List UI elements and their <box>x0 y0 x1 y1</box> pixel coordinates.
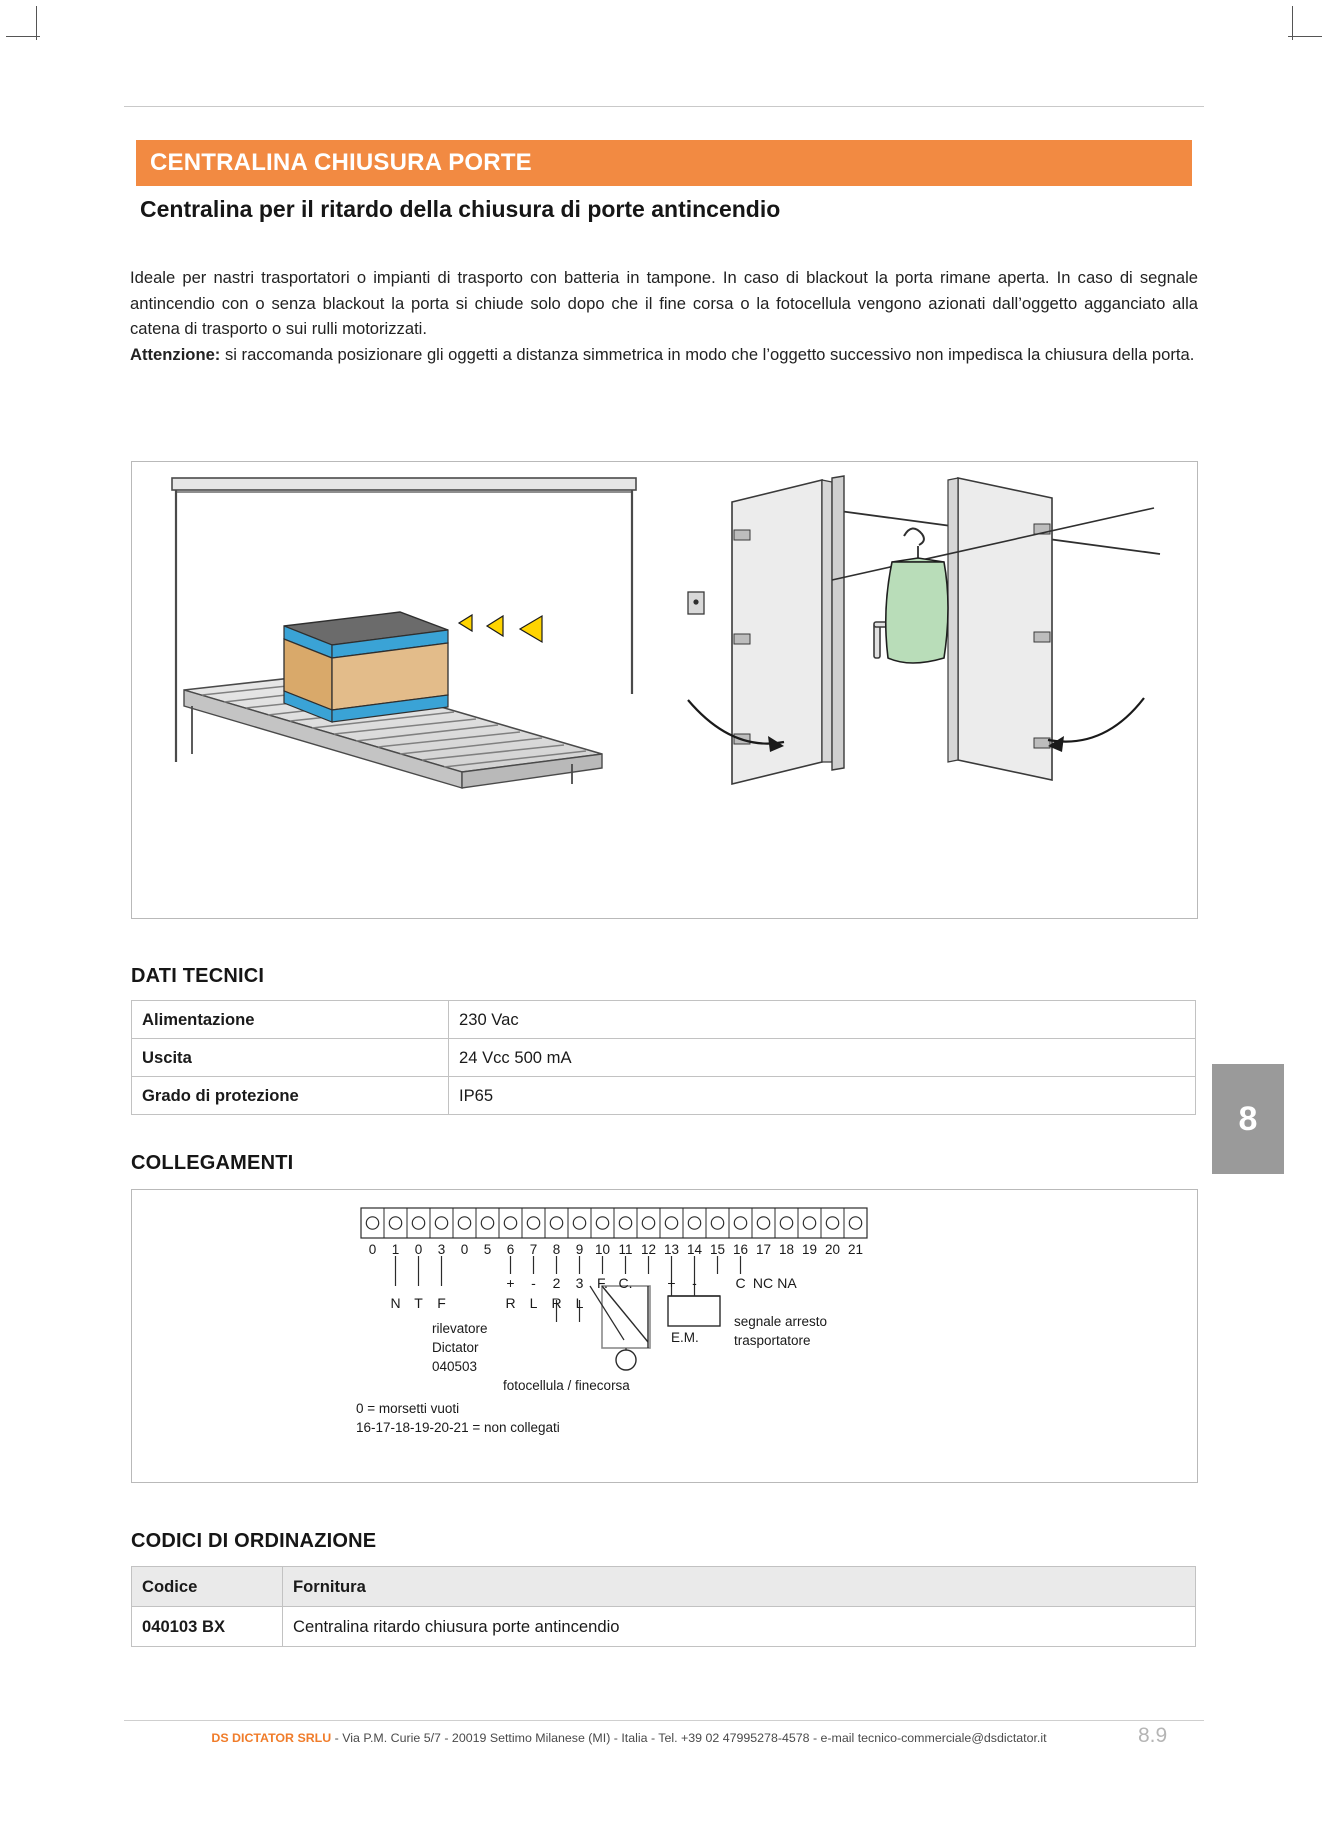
signal-label: C. <box>618 1275 633 1291</box>
terminal-number: 0 <box>414 1242 423 1257</box>
terminal-number: 20 <box>824 1242 841 1257</box>
signal-sublabel: L <box>529 1295 538 1311</box>
terminal-number: 6 <box>506 1242 515 1257</box>
top-rule <box>124 106 1204 107</box>
crop-mark-top-right <box>1292 6 1293 40</box>
signal-label: F. <box>597 1275 608 1291</box>
illustration-svg <box>132 462 1197 918</box>
table-row <box>132 1039 1196 1077</box>
page-subtitle: Centralina per il ritardo della chiusura di porte antincendio <box>140 196 781 222</box>
section-banner <box>136 140 1192 186</box>
company-address: - Via P.M. Curie 5/7 - 20019 Settimo Milanese (MI) - Italia - Tel. +39 02 47995278-4578 - e-mail tecnico-commerciale@dsdictator.it <box>331 1731 1047 1745</box>
detector-label-line3: 040503 <box>432 1359 478 1374</box>
terminal-number: 0 <box>460 1242 469 1257</box>
crop-mark-top-left <box>36 6 37 40</box>
spec-value: IP65 <box>449 1077 1196 1115</box>
em-label: E.M. <box>671 1330 699 1345</box>
terminal-number: 17 <box>755 1242 772 1257</box>
terminal-number: 0 <box>368 1242 377 1257</box>
terminal-number: 7 <box>529 1242 538 1257</box>
wiring-note-2: 16-17-18-19-20-21 = non collegati <box>356 1420 560 1435</box>
signal-label: + <box>506 1275 515 1291</box>
order-supply: Centralina ritardo chiusura porte antincendio <box>283 1607 1196 1647</box>
mains-label: T <box>414 1295 423 1311</box>
crop-mark-top-left-h <box>6 36 40 37</box>
terminal-number: 19 <box>801 1242 818 1257</box>
terminal-number: 21 <box>847 1242 864 1257</box>
company-name: DS DICTATOR SRLU <box>211 1731 332 1745</box>
relay-label-line2: trasportatore <box>734 1333 811 1348</box>
footer-rule <box>124 1720 1204 1721</box>
page-number: 8.9 <box>1138 1724 1168 1747</box>
direction-arrows <box>459 615 542 642</box>
page-title: CENTRALINA CHIUSURA PORTE <box>150 149 532 176</box>
crop-mark-top-right-h <box>1288 36 1322 37</box>
heading-collegamenti: COLLEGAMENTI <box>131 1152 294 1174</box>
signal-sublabel: R <box>505 1295 516 1311</box>
chapter-tab: 8 <box>1212 1064 1284 1174</box>
relay-label-line1: segnale arresto <box>734 1314 828 1329</box>
intro-paragraph-1: Ideale per nastri trasportatori o impianti di trasporto con batteria in tampone. In caso di blackout la porta rimane aperta. In caso di segnale antincendio con o senza blackout la porta si chiude solo dopo che il fine corsa o la fotocellula vengono azionati dall’oggetto agganciato alla catena di trasporto o sui rulli motorizzati. <box>130 268 1198 338</box>
photocell-label: fotocellula / finecorsa <box>503 1378 630 1393</box>
spec-key: Uscita <box>132 1039 449 1077</box>
terminal-number: 14 <box>686 1242 703 1257</box>
wiring-diagram <box>131 1189 1198 1483</box>
signal-label: - <box>531 1275 536 1291</box>
terminal-number: 13 <box>663 1242 680 1257</box>
signal-label: 2 <box>552 1275 561 1291</box>
terminal-number: 1 <box>391 1242 400 1257</box>
terminal-number: 3 <box>437 1242 446 1257</box>
order-code: 040103 BX <box>132 1607 283 1647</box>
column-header-fornitura: Fornitura <box>283 1567 1196 1607</box>
footer-text <box>124 1731 1134 1745</box>
spec-value: 230 Vac <box>449 1001 1196 1039</box>
order-table <box>131 1566 1196 1647</box>
spec-value: 24 Vcc 500 mA <box>449 1039 1196 1077</box>
spec-key: Grado di protezione <box>132 1077 449 1115</box>
detector-label-line1: rilevatore <box>432 1321 488 1336</box>
table-header-row <box>132 1567 1196 1607</box>
signal-label: + <box>667 1275 676 1291</box>
terminal-number: 10 <box>594 1242 611 1257</box>
heading-dati-tecnici: DATI TECNICI <box>131 965 265 987</box>
heading-codici: CODICI DI ORDINAZIONE <box>131 1530 377 1552</box>
signal-label: NC <box>752 1275 774 1291</box>
terminal-number: 11 <box>618 1242 633 1257</box>
terminal-number: 18 <box>778 1242 795 1257</box>
terminal-number: 12 <box>640 1242 657 1257</box>
wiring-diagram-svg <box>132 1190 1197 1482</box>
terminal-number: 15 <box>709 1242 726 1257</box>
table-row <box>132 1077 1196 1115</box>
signal-label: C <box>735 1275 746 1291</box>
mains-label: N <box>390 1295 401 1311</box>
signal-sublabel: R <box>551 1295 562 1311</box>
detector-label-line2: Dictator <box>432 1340 479 1355</box>
spec-table <box>131 1000 1196 1115</box>
signal-label: 3 <box>575 1275 584 1291</box>
terminal-number: 16 <box>732 1242 749 1257</box>
terminal-number: 9 <box>575 1242 584 1257</box>
signal-label: NA <box>777 1275 797 1291</box>
table-row <box>132 1607 1196 1647</box>
terminal-number: 5 <box>483 1242 492 1257</box>
table-row <box>132 1001 1196 1039</box>
mains-label: F <box>437 1295 446 1311</box>
terminal-number: 8 <box>552 1242 561 1257</box>
product-illustration <box>131 461 1198 919</box>
attenzione-text: si raccomanda posizionare gli oggetti a distanza simmetrica in modo che l’oggetto successivo non impedisca la chiusura della porta. <box>220 344 1195 364</box>
spec-key: Alimentazione <box>132 1001 449 1039</box>
signal-label: - <box>692 1275 697 1291</box>
attenzione-label: Attenzione: <box>130 344 221 364</box>
intro-text <box>130 265 1198 367</box>
intro-paragraph-2 <box>130 342 1198 368</box>
wiring-note-1: 0 = morsetti vuoti <box>356 1401 460 1416</box>
column-header-codice: Codice <box>132 1567 283 1607</box>
signal-sublabel: L <box>575 1295 584 1311</box>
